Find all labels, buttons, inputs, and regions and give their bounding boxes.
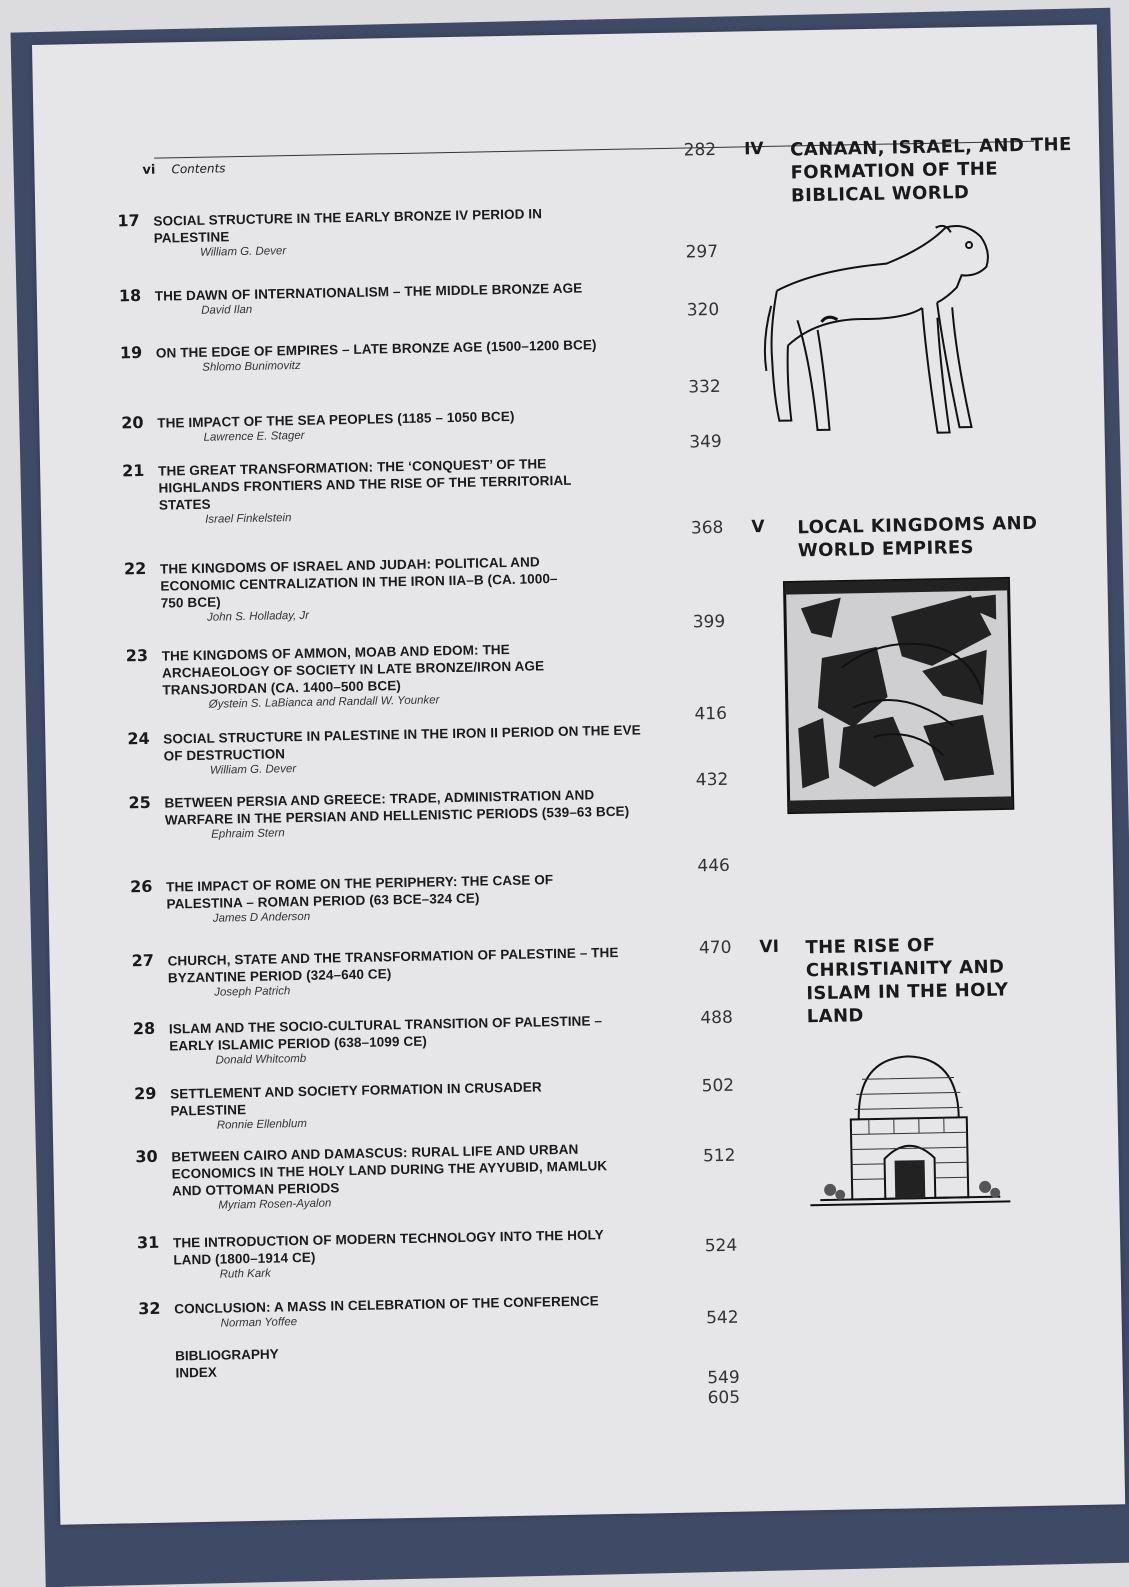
chapter-number: 27 (131, 950, 155, 971)
chapter-page: 502 (701, 1075, 735, 1097)
chapter-page: 446 (697, 855, 731, 877)
chapter-29 (134, 1075, 705, 1134)
part-v (683, 512, 1043, 562)
chapter-author: William G. Dever (209, 763, 297, 777)
chapter-title: SOCIAL STRUCTURE IN PALESTINE IN THE IRON II PERIOD ON THE EVE OF DESTRUCTION (163, 722, 641, 764)
running-head (142, 161, 225, 178)
chapter-author: Donald Whitcomb (215, 1052, 307, 1067)
chapter-26 (130, 868, 701, 927)
index-page: 605 (707, 1387, 741, 1409)
chapter-page: 349 (689, 431, 722, 453)
chapter-author: Israel Finkelstein (205, 512, 292, 526)
winged-sphinx-ivory-icon (780, 574, 1017, 816)
chapter-page: 399 (692, 611, 726, 633)
chapter-title: THE DAWN OF INTERNATIONALISM – THE MIDDLE BRONZE AGE (154, 280, 583, 304)
chapter-author: Norman Yoffee (220, 1316, 298, 1330)
domed-tomb-icon (797, 1046, 1020, 1220)
chapter-title: ON THE EDGE OF EMPIRES – LATE BRONZE AGE (1500–1200 BCE) (155, 337, 597, 361)
part-roman: V (751, 517, 765, 538)
chapter-number: 30 (135, 1146, 158, 1167)
chapter-number: 17 (117, 210, 140, 231)
chapter-19 (120, 334, 690, 376)
chapter-page: 524 (704, 1235, 738, 1257)
chapter-author: Myriam Rosen-Ayalon (218, 1197, 332, 1212)
chapter-author: Ruth Kark (219, 1267, 271, 1281)
chapter-page: 297 (685, 241, 719, 263)
chapter-author: Joseph Patrich (214, 985, 291, 999)
chapter-number: 20 (121, 412, 144, 433)
chapter-number: 29 (133, 1083, 157, 1104)
chapter-title: THE KINGDOMS OF AMMON, MOAB AND EDOM: THE ARCHAEOLOGY OF SOCIETY IN LATE BRONZE/IRON AGE TRANSJORDAN (CA. 1400–500 BCE) (161, 641, 545, 698)
chapter-title: CONCLUSION: A MASS IN CELEBRATION OF THE CONFERENCE (174, 1293, 599, 1317)
chapter-24 (127, 720, 698, 779)
chapter-author: David Ilan (201, 303, 253, 317)
part-roman: VI (759, 936, 780, 958)
chapter-title: SETTLEMENT AND SOCIETY FORMATION IN CRUSADER PALESTINE (170, 1079, 542, 1119)
chapter-page: 512 (702, 1145, 736, 1167)
chapter-25 (128, 784, 699, 843)
chapter-title: BETWEEN PERSIA AND GREECE: TRADE, ADMINISTRATION AND WARFARE IN THE PERSIAN AND HELLENISTIC PERIODS (539–63 BCE) (164, 787, 630, 828)
chapter-title: THE KINGDOMS OF ISRAEL AND JUDAH: POLITICAL AND ECONOMIC CENTRALIZATION IN THE IRON IIA–B (CA. 1000–750 BCE) (159, 554, 558, 611)
chapter-author: Ronnie Ellenblum (216, 1117, 308, 1132)
chapter-author: Ephraim Stern (211, 827, 285, 841)
chapter-title: BETWEEN CAIRO AND DAMASCUS: RURAL LIFE AND URBAN ECONOMICS IN THE HOLY LAND DURING THE AYYUBID, MAMLUK AND OTTOMAN PERIODS (171, 1141, 608, 1199)
chapter-title: CHURCH, STATE AND THE TRANSFORMATION OF PALESTINE – THE BYZANTINE PERIOD (324–640 CE) (167, 944, 619, 986)
chapter-number: 24 (127, 728, 150, 749)
chapter-32 (138, 1290, 708, 1332)
chapter-page: 320 (686, 299, 720, 321)
part-title: LOCAL KINGDOMS AND WORLD EMPIRES (797, 512, 1038, 562)
part-iv (676, 134, 1072, 207)
contents-page (32, 25, 1125, 1525)
part-page: 282 (683, 139, 717, 161)
chapter-number: 32 (138, 1298, 161, 1319)
calf-figurine-icon (755, 207, 1000, 452)
chapter-number: 28 (132, 1018, 156, 1039)
part-page: 470 (698, 937, 732, 959)
chapter-author: John S. Holladay, Jr (206, 609, 310, 624)
chapter-title: THE IMPACT OF ROME ON THE PERIPHERY: THE CASE OF PALESTINA – ROMAN PERIOD (63 BCE–324 CE) (166, 872, 554, 912)
chapter-page: 332 (688, 376, 721, 398)
chapter-number: 25 (128, 792, 152, 813)
chapter-author: Øystein S. LaBianca and Randall W. Younker (208, 694, 440, 711)
chapter-title: THE IMPACT OF THE SEA PEOPLES (1185 – 1050 BCE) (157, 408, 515, 431)
bibliography-page: 549 (707, 1367, 740, 1389)
chapter-title: ISLAM AND THE SOCIO-CULTURAL TRANSITION OF PALESTINE – EARLY ISLAMIC PERIOD (638–1099 CE) (168, 1013, 603, 1054)
chapter-author: Shlomo Bunimovitz (202, 359, 301, 374)
part-page: 368 (690, 517, 724, 539)
chapter-title: THE GREAT TRANSFORMATION: THE ‘CONQUEST’ OF THE HIGHLANDS FRONTIERS AND THE RISE OF THE TERRITORIAL STATES (158, 456, 572, 513)
chapter-number: 23 (125, 645, 149, 666)
chapter-page: 488 (700, 1007, 733, 1029)
chapter-number: 26 (129, 876, 153, 897)
index-entry: INDEX (175, 1364, 217, 1381)
chapter-page: 542 (705, 1307, 739, 1329)
chapter-27 (131, 942, 702, 1001)
chapter-22 (124, 550, 695, 626)
chapter-21 (122, 452, 693, 528)
chapter-30 (135, 1138, 706, 1214)
chapter-page: 416 (694, 703, 728, 725)
chapter-23 (126, 637, 697, 713)
chapter-18 (119, 277, 689, 319)
chapter-title: SOCIAL STRUCTURE IN THE EARLY BRONZE IV PERIOD IN PALESTINE (153, 206, 543, 246)
chapter-number: 18 (118, 285, 142, 306)
chapter-17 (117, 202, 688, 261)
chapter-author: Lawrence E. Stager (203, 429, 305, 444)
chapter-31 (137, 1224, 708, 1283)
part-roman: IV (743, 138, 764, 160)
bibliography-entry: BIBLIOGRAPHY (175, 1346, 279, 1364)
part-title: CANAAN, ISRAEL, AND THE FORMATION OF THE BIBLICAL WORLD (789, 134, 1072, 207)
chapter-number: 31 (136, 1232, 160, 1253)
chapter-number: 21 (122, 460, 145, 481)
running-title: Contents (171, 161, 226, 177)
chapter-author: William G. Dever (199, 245, 287, 259)
part-title: THE RISE OF CHRISTIANITY AND ISLAM IN THE HOLY LAND (805, 934, 1009, 1028)
chapter-number: 19 (119, 342, 143, 363)
page-number: vi (142, 162, 156, 178)
chapter-28 (133, 1010, 704, 1069)
chapter-title: THE INTRODUCTION OF MODERN TECHNOLOGY INTO THE HOLY LAND (1800–1914 CE) (172, 1227, 604, 1268)
chapter-20 (121, 404, 691, 446)
chapter-page: 432 (695, 769, 729, 791)
chapter-number: 22 (123, 558, 147, 579)
chapter-author: James D Anderson (212, 910, 311, 925)
